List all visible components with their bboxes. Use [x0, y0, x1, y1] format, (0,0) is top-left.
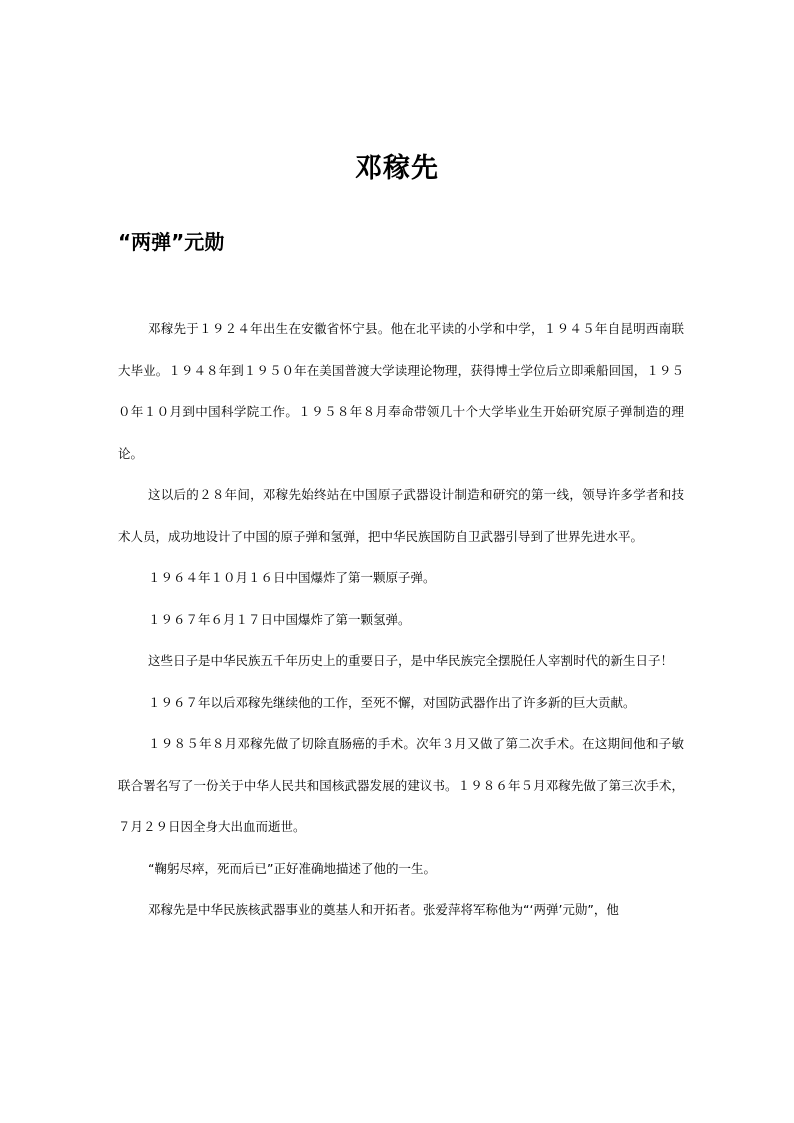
paragraph-7: １９８５年８月邓稼先做了切除直肠癌的手术。次年３月又做了第二次手术。在这期间他和子敏联合署名写了一份关于中华人民共和国核武器发展的建议书。１９８６年５月邓稼先做了第三次手术，７月２９日因全身大出血而逝世。 — [118, 736, 684, 834]
paragraph-9: 邓稼先是中华民族核武器事业的奠基人和开拓者。张爱萍将军称他为“‘两弹’元勋”，他 — [148, 902, 619, 917]
body-text — [118, 308, 684, 931]
paragraph-2: 这以后的２８年间，邓稼先始终站在中国原子武器设计制造和研究的第一线，领导许多学者和技术人员，成功地设计了中国的原子弹和氢弹，把中华民族国防自卫武器引导到了世界先进水平。 — [118, 487, 684, 544]
paragraph-5: 这些日子是中华民族五千年历史上的重要日子，是中华民族完全摆脱任人宰割时代的新生日子！ — [148, 653, 674, 668]
paragraph-1: 邓稼先于１９２４年出生在安徽省怀宁县。他在北平读的小学和中学，１９４５年自昆明西南联大毕业。１９４８年到１９５０年在美国普渡大学读理论物理，获得博士学位后立即乘船回国，１９５０年１０月到中国科学院工作。１９５８年８月奉命带领几十个大学毕业生开始研究原子弹制造的理论。 — [118, 321, 684, 461]
paragraph-8: “鞠躬尽瘁，死而后已”正好准确地描述了他的一生。 — [148, 860, 436, 876]
paragraph-3: １９６４年１０月１６日中国爆炸了第一颗原子弹。 — [148, 570, 436, 585]
section-heading: “两弹”元勋 — [118, 229, 225, 254]
paragraph-4: １９６７年６月１７日中国爆炸了第一颗氢弹。 — [148, 611, 411, 627]
paragraph-6: １９６７年以后邓稼先继续他的工作，至死不懈，对国防武器作出了许多新的巨大贡献。 — [148, 694, 636, 710]
page-title: 邓稼先 — [355, 153, 439, 185]
